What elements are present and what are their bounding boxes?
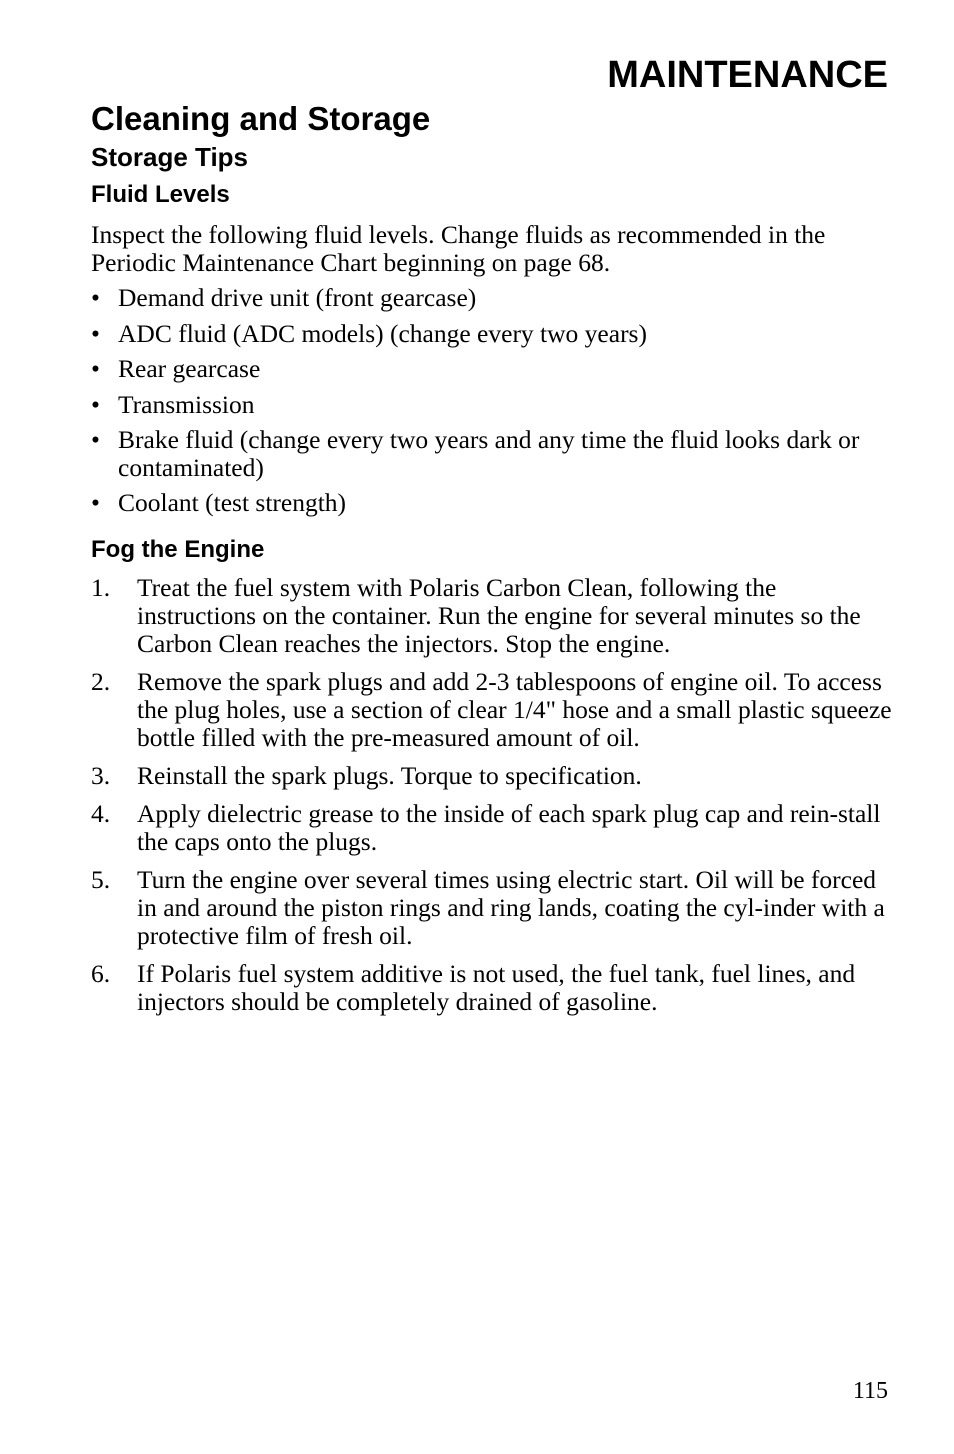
- step-number: 4.: [91, 799, 111, 828]
- list-item: [91, 391, 901, 419]
- list-item: [91, 489, 901, 517]
- step-text: Treat the fuel system with Polaris Carbon Clean, following the instructions on the container. Run the engine for several minutes so the Carbon Clean reaches the injectors. Stop the engine.: [137, 573, 861, 658]
- step-number: 2.: [91, 667, 111, 696]
- step-item: [91, 960, 901, 1016]
- step-number: 5.: [91, 865, 111, 894]
- step-item: [91, 668, 901, 752]
- page-number: 115: [852, 1378, 888, 1404]
- fog-engine-steps: [91, 574, 901, 1026]
- list-item: [91, 426, 901, 481]
- bullet-mark: •: [91, 283, 100, 312]
- step-item: [91, 866, 901, 950]
- storage-tips-heading: Storage Tips: [91, 142, 249, 172]
- list-item-text: Brake fluid (change every two years and any time the fluid looks dark or contaminated): [118, 425, 860, 482]
- fluid-levels-intro: Inspect the following fluid levels. Change fluids as recommended in the Periodic Maintenance Chart beginning on page 68.: [91, 220, 826, 277]
- bullet-mark: •: [91, 488, 100, 517]
- list-item: [91, 355, 901, 383]
- list-item-text: Rear gearcase: [118, 354, 261, 383]
- step-number: 3.: [91, 761, 111, 790]
- list-item-text: Demand drive unit (front gearcase): [118, 283, 477, 312]
- step-text: Reinstall the spark plugs. Torque to specification.: [137, 761, 642, 790]
- bullet-mark: •: [91, 425, 100, 454]
- list-item-text: Coolant (test strength): [118, 488, 347, 517]
- step-text: Remove the spark plugs and add 2-3 tablespoons of engine oil. To access the plug holes, use a section of clear 1/4" hose and a small plastic squeeze bottle filled with the pre-measured amount of oil.: [137, 667, 892, 752]
- fluid-levels-heading: Fluid Levels: [91, 181, 230, 208]
- list-item: [91, 320, 901, 348]
- step-text: Apply dielectric grease to the inside of each spark plug cap and rein-stall the caps onto the plugs.: [137, 799, 881, 856]
- step-number: 1.: [91, 573, 111, 602]
- step-number: 6.: [91, 959, 111, 988]
- fog-engine-heading: Fog the Engine: [91, 536, 265, 563]
- list-item-text: ADC fluid (ADC models) (change every two years): [118, 318, 647, 348]
- step-item: [91, 800, 901, 856]
- step-text: If Polaris fuel system additive is not used, the fuel tank, fuel lines, and injectors should be completely drained of gasoline.: [137, 959, 856, 1016]
- page-title: Cleaning and Storage: [91, 100, 431, 137]
- step-item: [91, 762, 901, 790]
- fluid-levels-list: [91, 284, 901, 525]
- bullet-mark: •: [91, 318, 100, 348]
- step-text: Turn the engine over several times using electric start. Oil will be forced in and around the piston rings and ring lands, coating the cyl-inder with a protective film of fresh oil.: [137, 865, 885, 950]
- list-item: [91, 284, 901, 312]
- list-item-text: Transmission: [118, 389, 255, 419]
- section-header: MAINTENANCE: [607, 54, 888, 96]
- bullet-mark: •: [91, 354, 100, 383]
- step-item: [91, 574, 901, 658]
- bullet-mark: •: [91, 389, 100, 419]
